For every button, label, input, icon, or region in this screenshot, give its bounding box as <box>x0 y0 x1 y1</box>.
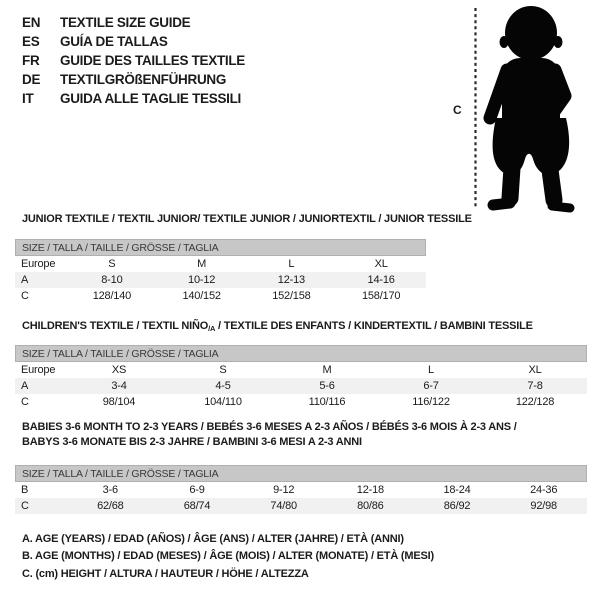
size-header-bar: SIZE / TALLA / TAILLE / GRÖSSE / TAGLIA <box>15 345 587 362</box>
section-title-line: BABYS 3-6 MONATE BIS 2-3 JAHRE / BAMBINI 3-6 MESI A 2-3 ANNI <box>22 436 362 448</box>
size-cell: 158/170 <box>361 290 401 302</box>
size-cell: M <box>322 364 332 376</box>
size-cell: 86/92 <box>443 500 471 512</box>
size-cell: 74/80 <box>270 500 297 512</box>
language-line <box>22 70 245 89</box>
row-label: B <box>21 484 29 496</box>
table-row <box>15 288 426 304</box>
guide-title: TEXTILE SIZE GUIDE <box>60 15 191 30</box>
language-code: FR <box>22 53 40 68</box>
section-title-line: CHILDREN'S TEXTILE / TEXTIL $NIÑO_{/A}$ / TEXTILE DES ENFANTS / KINDERTEXTIL / BAMBINI TESSILE <box>22 320 533 333</box>
language-code: IT <box>22 91 34 106</box>
size-cell: L <box>288 258 295 270</box>
toddler-silhouette <box>470 0 600 220</box>
section-title <box>22 319 533 336</box>
table-row <box>15 394 587 410</box>
size-cell: 3-4 <box>111 380 127 392</box>
note-age-months: B. AGE (MONTHS) / EDAD (MESES) / ÂGE (MOIS) / ALTER (MONATE) / ETÀ (MESI) <box>22 550 434 563</box>
guide-title: GUIDA ALLE TAGLIE TESSILI <box>60 91 241 106</box>
guide-title: TEXTILGRÖßENFÜHRUNG <box>60 72 227 87</box>
table-row <box>15 498 587 514</box>
size-cell: 152/158 <box>272 290 311 302</box>
table-row <box>15 272 426 288</box>
size-cell: 104/110 <box>204 396 242 408</box>
section-title-line: JUNIOR TEXTILE / TEXTIL JUNIOR/ TEXTILE JUNIOR / JUNIORTEXTIL / JUNIOR TESSILE <box>22 213 472 225</box>
size-cell: 6-9 <box>189 484 205 496</box>
size-cell: 98/104 <box>102 396 136 408</box>
size-cell: XL <box>374 258 388 270</box>
size-cell: 116/122 <box>412 396 450 408</box>
size-cell: 10-12 <box>188 274 216 286</box>
measurement-figure <box>440 0 600 220</box>
size-cell: 8-10 <box>101 274 123 286</box>
row-label: C <box>21 290 29 302</box>
section-title-line: BABIES 3-6 MONTH TO 2-3 YEARS / BEBÉS 3-6 MESES A 2-3 AÑOS / BÉBÉS 3-6 MOIS À 2-3 ANS / <box>22 421 517 433</box>
language-line <box>22 32 245 51</box>
table-row <box>15 256 426 272</box>
table-rows <box>15 256 426 304</box>
section-title <box>22 420 517 450</box>
size-cell: 14-16 <box>367 274 395 286</box>
size-cell: 5-6 <box>319 380 335 392</box>
size-cell: 122/128 <box>515 396 555 408</box>
language-line <box>22 51 245 70</box>
language-line <box>22 89 245 108</box>
table-rows <box>15 362 587 410</box>
row-label: Europe <box>21 364 56 376</box>
size-header-bar: SIZE / TALLA / TAILLE / GRÖSSE / TAGLIA <box>15 239 426 256</box>
size-table-babies <box>15 465 587 514</box>
size-cell: S <box>108 258 116 270</box>
note-age-years: A. AGE (YEARS) / EDAD (AÑOS) / ÂGE (ANS) / ALTER (JAHRE) / ETÀ (ANNI) <box>22 532 404 545</box>
table-row <box>15 362 587 378</box>
size-cell: 24-36 <box>530 484 558 496</box>
size-cell: 7-8 <box>527 380 543 392</box>
size-cell: 62/68 <box>97 500 124 512</box>
size-table-junior <box>15 239 426 304</box>
table-rows <box>15 482 587 514</box>
language-code: EN <box>22 15 41 30</box>
language-code: DE <box>22 72 41 87</box>
section-title <box>22 212 472 227</box>
size-cell: 18-24 <box>443 484 471 496</box>
size-cell: 6-7 <box>423 380 439 392</box>
note-height-cm: C. (cm) HEIGHT / ALTURA / HAUTEUR / HÖHE / ALTEZZA <box>22 567 309 580</box>
language-line <box>22 13 245 32</box>
size-cell: 128/140 <box>92 290 132 302</box>
size-cell: 140/152 <box>182 290 221 302</box>
size-cell: XS <box>111 364 127 376</box>
size-cell: 4-5 <box>215 380 231 392</box>
size-cell: 12-13 <box>277 274 305 286</box>
row-label: A <box>21 274 29 286</box>
size-header-bar: SIZE / TALLA / TAILLE / GRÖSSE / TAGLIA <box>15 465 587 482</box>
size-cell: S <box>219 364 227 376</box>
height-measure-label: C <box>453 103 462 117</box>
language-code: ES <box>22 34 40 49</box>
row-label: C <box>21 500 29 512</box>
row-label: C <box>21 396 29 408</box>
row-label: Europe <box>21 258 56 270</box>
size-cell: M <box>197 258 207 270</box>
size-cell: 12-18 <box>356 484 384 496</box>
size-cell: 80/86 <box>357 500 384 512</box>
size-cell: 92/98 <box>530 500 557 512</box>
table-row <box>15 378 587 394</box>
size-cell: 68/74 <box>183 500 211 512</box>
size-table-children <box>15 345 587 410</box>
size-cell: L <box>428 364 434 376</box>
size-cell: 3-6 <box>102 484 118 496</box>
size-cell: 110/116 <box>308 396 346 408</box>
guide-title: GUIDE DES TAILLES TEXTILE <box>60 53 246 68</box>
row-label: A <box>21 380 29 392</box>
language-header <box>22 13 245 108</box>
table-row <box>15 482 587 498</box>
size-cell: XL <box>528 364 542 376</box>
guide-title: GUÍA DE TALLAS <box>60 34 168 49</box>
legend-notes <box>22 530 434 583</box>
size-cell: 9-12 <box>273 484 295 496</box>
